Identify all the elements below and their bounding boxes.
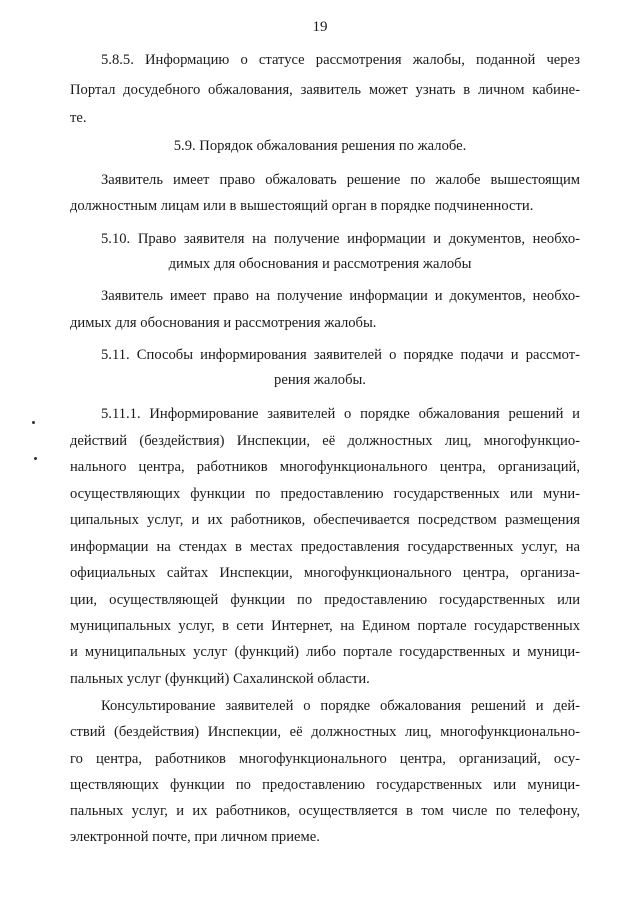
text-line: Консультирование заявителей о порядке обжалования решений и дей-	[101, 698, 580, 714]
text-line: те.	[70, 110, 87, 126]
section-heading-5-9: 5.9. Порядок обжалования решения по жалобе.	[173, 138, 467, 154]
text-line: димых для обоснования и рассмотрения жалобы.	[70, 315, 377, 331]
text-line: го центра, работников многофункционального центра, организаций, осу-	[70, 751, 580, 767]
text-line: официальных сайтах Инспекции, многофункционального центра, организа-	[70, 565, 580, 581]
text-line: пальных услуг, и их работников, осуществляется в том числе по телефону,	[70, 803, 580, 819]
text-line: 5.10. Право заявителя на получение информации и документов, необхо-	[101, 231, 580, 247]
text-line: информации на стендах в местах предоставления государственных услуг, на	[70, 539, 580, 555]
text-line: ществляющих функции по предоставлению государственных или муници-	[70, 777, 580, 793]
scan-speck	[34, 457, 37, 460]
text-line: 5.8.5. Информацию о статусе рассмотрения жалобы, поданной через	[101, 52, 580, 68]
text-line: муниципальных услуг, в сети Интернет, на Едином портале государственных	[70, 618, 580, 634]
text-line: рения жалобы.	[274, 372, 366, 388]
text-line: действий (бездействия) Инспекции, её должностных лиц, многофункцио-	[70, 433, 580, 449]
text-line: осуществляющих функции по предоставлению государственных или муни-	[70, 486, 580, 502]
text-line: и муниципальных услуг (функций) либо портале государственных и муници-	[70, 644, 580, 660]
text-line: Портал досудебного обжалования, заявитель может узнать в личном кабине-	[70, 82, 580, 98]
text-line: электронной почте, при личном приеме.	[70, 829, 320, 845]
text-line: Заявитель имеет право на получение информации и документов, необхо-	[101, 288, 580, 304]
text-line: димых для обоснования и рассмотрения жалобы	[168, 256, 472, 272]
text-line: должностным лицам или в вышестоящий орган в порядке подчиненности.	[70, 198, 534, 214]
text-line: ствий (бездействия) Инспекции, её должностных лиц, многофункционально-	[70, 724, 580, 740]
text-line: ции, осуществляющей функции по предоставлению государственных или	[70, 592, 580, 608]
text-line: нального центра, работников многофункционального центра, организаций,	[70, 459, 580, 475]
text-line: ципальных услуг, и их работников, обеспечивается посредством размещения	[70, 512, 580, 528]
text-line: пальных услуг (функций) Сахалинской области.	[70, 671, 370, 687]
text-line: 5.11. Способы информирования заявителей о порядке подачи и рассмот-	[101, 347, 580, 363]
text-line: 5.11.1. Информирование заявителей о порядке обжалования решений и	[101, 406, 580, 422]
scan-speck	[32, 421, 35, 424]
text-line: Заявитель имеет право обжаловать решение по жалобе вышестоящим	[101, 172, 580, 188]
page-number: 19	[312, 19, 328, 35]
